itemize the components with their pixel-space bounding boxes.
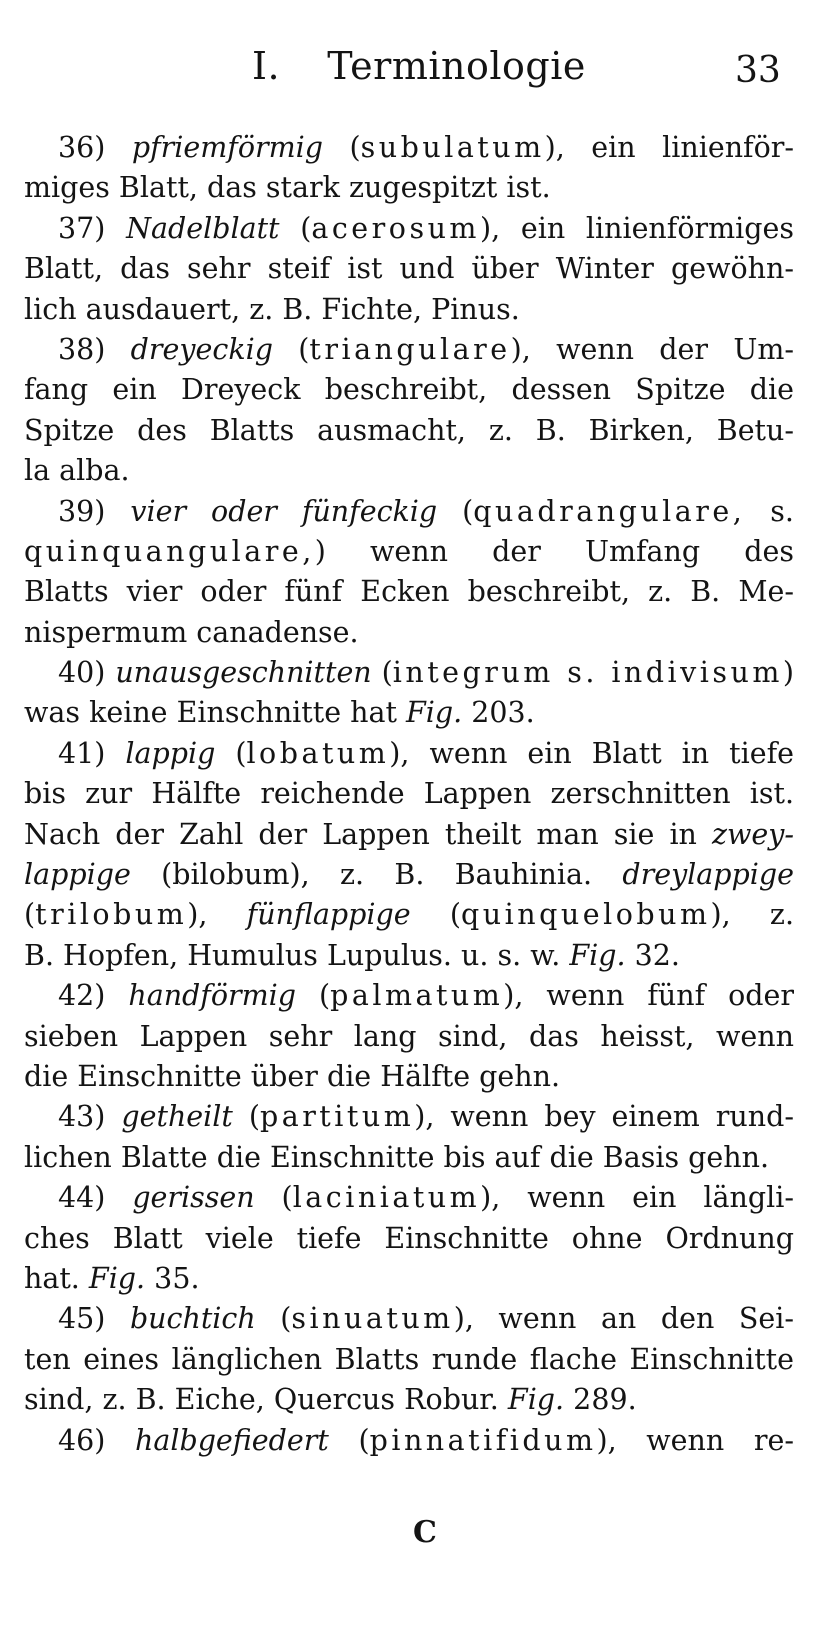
italic-term: zwey- — [711, 817, 794, 851]
text-line — [24, 1259, 794, 1299]
text-segment: ), wenn ein Blatt in tiefe — [389, 736, 794, 770]
text-segment: sieben Lappen sehr lang sind, das heisst, wenn — [24, 1019, 794, 1053]
italic-term: halbgefiedert — [134, 1423, 329, 1457]
latin-term: quinquangulare, — [24, 534, 315, 568]
latin-term: palmatum — [330, 979, 504, 1013]
latin-term: trilobum — [35, 898, 188, 932]
text-line — [24, 572, 794, 612]
text-segment: Blatt, das sehr steif ist und über Winter gewöhn- — [24, 252, 794, 286]
italic-term: Fig. — [88, 1261, 146, 1295]
text-segment: ), wenn bey einem rund- — [414, 1100, 794, 1134]
text-line — [24, 936, 794, 976]
text-segment: lichen Blatte die Einschnitte bis auf die Basis gehn. — [24, 1140, 770, 1174]
text-segment: ( — [232, 1100, 260, 1134]
text-segment: ), z. — [710, 898, 794, 932]
latin-term: integrum s. indivisum — [392, 656, 783, 690]
text-segment: Nach der Zahl der Lappen theilt man sie in — [24, 817, 712, 851]
body-text — [24, 128, 794, 1461]
text-line — [24, 895, 794, 935]
text-segment: ( — [255, 1302, 292, 1336]
text-segment: 289. — [564, 1383, 637, 1417]
italic-term: fünflappige — [246, 898, 411, 932]
latin-term: lobatum — [246, 736, 390, 770]
text-segment: ( — [328, 1423, 370, 1457]
text-line — [24, 613, 794, 653]
text-segment: ) — [782, 656, 794, 690]
chapter-title — [252, 44, 586, 88]
latin-term: laciniatum — [292, 1181, 481, 1215]
text-segment: ( — [371, 656, 393, 690]
latin-term: acerosum — [311, 211, 480, 245]
text-segment: ( — [410, 898, 462, 932]
text-segment: la alba. — [24, 454, 130, 488]
text-line — [24, 411, 794, 451]
text-segment: ) wenn der Umfang des — [314, 534, 794, 568]
latin-term: quinquelobum — [461, 898, 711, 932]
text-segment: nispermum canadense. — [24, 615, 359, 649]
latin-term: quadrangulare, — [473, 494, 746, 528]
text-line — [24, 774, 794, 814]
text-line — [24, 168, 794, 208]
text-segment: miges Blatt, das stark zugespitzt ist. — [24, 171, 551, 205]
text-segment: ( — [24, 898, 36, 932]
text-segment: 203. — [462, 696, 535, 730]
latin-term: sinuatum — [291, 1302, 454, 1336]
italic-term: unausgeschnitten — [115, 656, 372, 690]
text-segment: ( — [279, 211, 312, 245]
text-line — [24, 209, 794, 249]
text-segment: 32. — [625, 938, 680, 972]
running-header — [0, 44, 830, 104]
text-segment: s. — [745, 494, 794, 528]
italic-term: Fig. — [507, 1383, 565, 1417]
text-line — [24, 1219, 794, 1259]
text-line — [24, 1097, 794, 1137]
page-number: 33 — [735, 50, 781, 91]
text-line — [24, 451, 794, 491]
text-line — [24, 1138, 794, 1178]
text-segment: Blatts vier oder fünf Ecken beschreibt, z. B. Me- — [24, 575, 794, 609]
text-line — [24, 532, 794, 572]
text-segment: ( — [323, 131, 361, 164]
latin-term: subulatum — [360, 131, 545, 164]
text-line — [24, 1421, 794, 1461]
italic-term: lappig — [125, 736, 216, 770]
italic-term: pfriemförmig — [131, 131, 324, 164]
text-segment: ( — [254, 1181, 293, 1215]
text-segment: ( — [437, 494, 474, 528]
latin-term: triangulare — [309, 332, 511, 366]
text-segment: Spitze des Blatts ausmacht, z. B. Birken, Betu- — [24, 413, 794, 447]
text-line — [24, 734, 794, 774]
italic-term: Fig. — [405, 696, 463, 730]
text-segment: 36) — [58, 131, 132, 164]
text-segment: ( — [296, 979, 331, 1013]
italic-term: dreyeckig — [130, 332, 273, 366]
text-segment: 37) — [58, 211, 127, 245]
text-segment: 43) — [58, 1100, 122, 1134]
italic-term: Nadelblatt — [126, 211, 280, 245]
text-segment: die Einschnitte über die Hälfte gehn. — [24, 1059, 561, 1093]
italic-term: lappige — [24, 858, 131, 892]
text-line — [24, 653, 794, 693]
italic-term: Fig. — [569, 938, 626, 972]
text-segment: ), wenn fünf oder — [503, 979, 794, 1013]
text-line — [24, 693, 794, 733]
text-segment: ), wenn der Um- — [510, 332, 794, 366]
text-line — [24, 249, 794, 289]
text-segment: 45) — [58, 1302, 130, 1336]
text-line — [24, 128, 794, 168]
text-line — [24, 1380, 794, 1420]
text-line — [24, 1057, 794, 1097]
text-line — [24, 1017, 794, 1057]
text-line — [24, 1340, 794, 1380]
text-segment: hat. — [24, 1261, 89, 1295]
italic-term: buchtich — [129, 1302, 256, 1336]
text-segment: 42) — [58, 979, 129, 1013]
italic-term: vier oder fünfeckig — [130, 494, 438, 528]
latin-term: pinnatifidum — [369, 1423, 597, 1457]
text-segment: ), wenn an den Sei- — [453, 1302, 794, 1336]
text-segment: 39) — [58, 494, 131, 528]
chapter-name: Terminologie — [327, 44, 586, 88]
text-segment: (bilobum), z. B. Bauhinia. — [130, 858, 623, 892]
text-line — [24, 1299, 794, 1339]
italic-term: dreylappige — [622, 858, 794, 892]
text-line — [24, 976, 794, 1016]
text-segment: ten eines länglichen Blatts runde flache Einschnitte — [24, 1342, 794, 1376]
text-segment: fang ein Dreyeck beschreibt, dessen Spitze die — [24, 373, 794, 407]
text-line — [24, 290, 794, 330]
text-segment: B. Hopfen, Humulus Lupulus. u. s. w. — [24, 938, 570, 972]
text-segment: sind, z. B. Eiche, Quercus Robur. — [24, 1383, 508, 1417]
text-segment: ches Blatt viele tiefe Einschnitte ohne Ordnung — [24, 1221, 794, 1255]
text-segment: 44) — [58, 1181, 133, 1215]
italic-term: gerissen — [132, 1181, 255, 1215]
text-line — [24, 492, 794, 532]
text-segment: ), — [187, 898, 247, 932]
text-segment: 41) — [58, 736, 126, 770]
text-line — [24, 815, 794, 855]
signature-mark: C — [413, 1515, 437, 1550]
text-segment: ), wenn re- — [596, 1423, 794, 1457]
text-segment: 35. — [145, 1261, 200, 1295]
chapter-number: I. — [252, 44, 281, 88]
text-segment: ( — [215, 736, 247, 770]
text-segment: ), ein linienför- — [544, 131, 795, 164]
text-line — [24, 370, 794, 410]
text-segment: was keine Einschnitte hat — [24, 696, 406, 730]
italic-term: handförmig — [128, 979, 297, 1013]
text-segment: lich ausdauert, z. B. Fichte, Pinus. — [24, 292, 520, 326]
text-segment: 40) — [58, 656, 116, 690]
text-segment: 46) — [58, 1423, 135, 1457]
text-segment: ), ein linienförmiges — [479, 211, 794, 245]
italic-term: getheilt — [121, 1100, 233, 1134]
text-line — [24, 855, 794, 895]
latin-term: partitum — [259, 1100, 415, 1134]
text-line — [24, 1178, 794, 1218]
text-segment: 38) — [58, 332, 131, 366]
text-segment: ), wenn ein längli- — [480, 1181, 794, 1215]
text-line — [24, 330, 794, 370]
text-segment: ( — [272, 332, 310, 366]
text-segment: bis zur Hälfte reichende Lappen zerschnitten ist. — [24, 777, 794, 811]
